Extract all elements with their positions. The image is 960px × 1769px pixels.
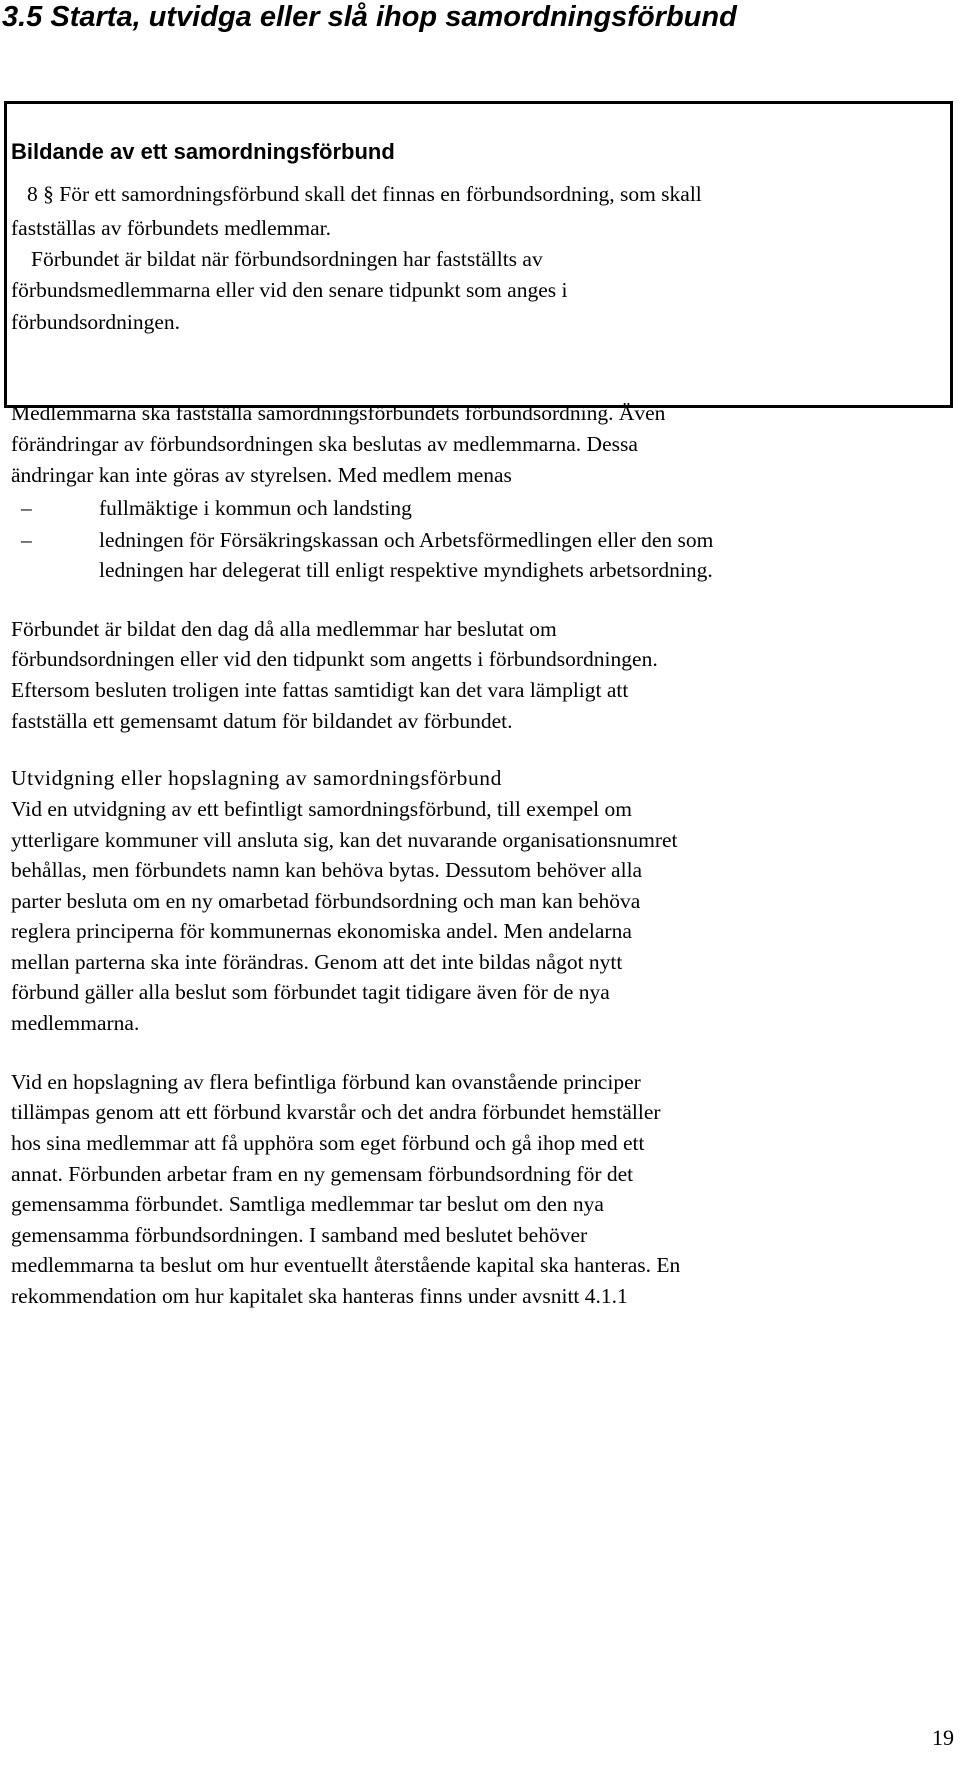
expansion-para-line-7: förbund gäller alla beslut som förbundet tagit tidigare även för de nya bbox=[11, 980, 610, 1004]
legal-box-heading: Bildande av ett samordningsförbund bbox=[11, 139, 395, 164]
merger-para-line-7: medlemmarna ta beslut om hur eventuellt återstående kapital ska hanteras. En bbox=[11, 1253, 681, 1277]
merger-para-line-5: gemensamma förbundet. Samtliga medlemmar tar beslut om den nya bbox=[11, 1192, 604, 1216]
legal-box-text-2: fastställas av förbundets medlemmar. bbox=[11, 216, 332, 240]
list-item-text: fullmäktige i kommun och landsting bbox=[99, 496, 412, 520]
list-dash: – bbox=[21, 528, 32, 552]
expansion-para-line-4: parter besluta om en ny omarbetad förbundsordning och man kan behöva bbox=[11, 889, 641, 913]
expansion-heading: Utvidgning eller hopslagning av samordningsförbund bbox=[11, 766, 502, 790]
expansion-para-line-5: reglera principerna för kommunernas ekonomiska andel. Men andelarna bbox=[11, 919, 632, 943]
legal-box-line-4 bbox=[11, 273, 567, 307]
merger-para-line-4: annat. Förbunden arbetar fram en ny gemensam förbundsordning för det bbox=[11, 1162, 634, 1186]
legal-box-text-4: förbundsmedlemmarna eller vid den senare tidpunkt som anges i bbox=[11, 278, 568, 302]
merger-para-line-8: rekommendation om hur kapitalet ska hanteras finns under avsnitt 4.1.1 bbox=[11, 1284, 628, 1308]
legal-box-line-3 bbox=[11, 242, 543, 276]
formation-para-line-1: Förbundet är bildat den dag då alla medlemmar har beslutat om bbox=[11, 617, 557, 641]
legal-box-text-1: 8 § För ett samordningsförbund skall det finnas en förbundsordning, som skall bbox=[27, 182, 702, 206]
expansion-para-line-6: mellan parterna ska inte förändras. Genom att det inte bildas något nytt bbox=[11, 950, 623, 974]
list-item-text-cont: ledningen har delegerat till enligt respektive myndighets arbetsordning. bbox=[99, 558, 713, 582]
merger-para-line-2: tillämpas genom att ett förbund kvarstår och det andra förbundet hemställer bbox=[11, 1100, 661, 1124]
expansion-para-line-2: ytterligare kommuner vill ansluta sig, kan det nuvarande organisationsnumret bbox=[11, 828, 678, 852]
expansion-para-line-8: medlemmarna. bbox=[11, 1011, 140, 1035]
merger-para-line-6: gemensamma förbundsordningen. I samband med beslutet behöver bbox=[11, 1223, 588, 1247]
members-para-line-3: ändringar kan inte göras av styrelsen. Med medlem menas bbox=[11, 463, 512, 487]
legal-box-text-3: Förbundet är bildat när förbundsordningen har fastställts av bbox=[31, 247, 543, 271]
members-para-line-1: Medlemmarna ska fastställa samordningsförbundets förbundsordning. Även bbox=[11, 401, 666, 425]
page-number: 19 bbox=[932, 1725, 954, 1750]
formation-para-line-3: Eftersom besluten troligen inte fattas samtidigt kan det vara lämpligt att bbox=[11, 678, 629, 702]
legal-box-line-2 bbox=[11, 211, 331, 245]
merger-para-line-3: hos sina medlemmar att få upphöra som eget förbund och gå ihop med ett bbox=[11, 1131, 645, 1155]
expansion-para-line-1: Vid en utvidgning av ett befintligt samordningsförbund, till exempel om bbox=[11, 797, 632, 821]
section-title: 3.5 Starta, utvidga eller slå ihop samordningsförbund bbox=[2, 1, 737, 33]
members-para-line-2: förändringar av förbundsordningen ska beslutas av medlemmarna. Dessa bbox=[11, 432, 638, 456]
expansion-para-line-3: behållas, men förbundets namn kan behöva bytas. Dessutom behöver alla bbox=[11, 858, 643, 882]
legal-box-text-5: förbundsordningen. bbox=[11, 310, 180, 334]
legal-box-line-5 bbox=[11, 305, 180, 339]
list-item-text: ledningen för Försäkringskassan och Arbetsförmedlingen eller den som bbox=[99, 528, 714, 552]
formation-para-line-4: fastställa ett gemensamt datum för bildandet av förbundet. bbox=[11, 709, 513, 733]
list-dash: – bbox=[21, 496, 32, 520]
merger-para-line-1: Vid en hopslagning av flera befintliga förbund kan ovanstående principer bbox=[11, 1070, 641, 1094]
formation-para-line-2: förbundsordningen eller vid den tidpunkt som angetts i förbundsordningen. bbox=[11, 647, 658, 671]
legal-box-line-1 bbox=[11, 177, 702, 211]
